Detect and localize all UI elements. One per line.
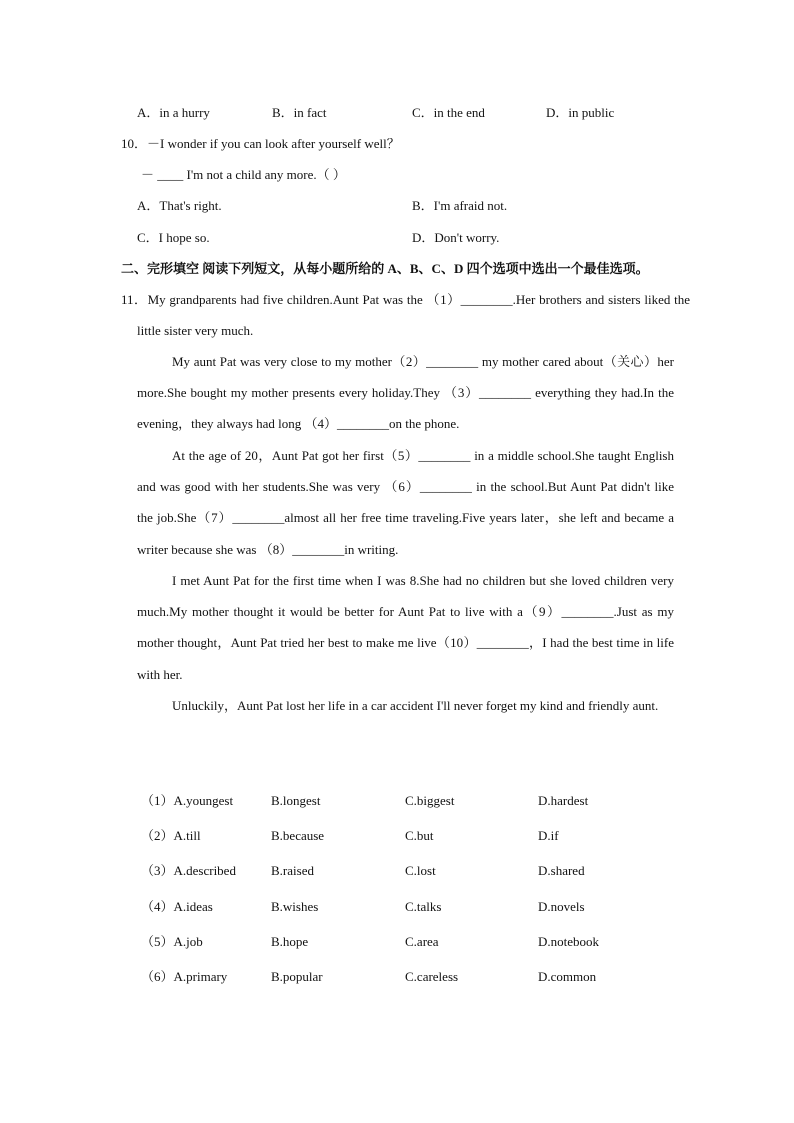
option-b: B.wishes [271, 899, 319, 914]
q10-option-d: D．Don't worry. [412, 230, 500, 245]
option-a: （5）A.job [141, 934, 203, 949]
q9-option-a: A．in a hurry [137, 105, 210, 120]
passage-paragraph-4: I met Aunt Pat for the first time when I was 8.She had no children but she loved children very much.My mother thought it would be better for Aunt Pat to live with a（9）________.Just as my mother thought，Aunt Pat tried her best to make me live（10）________，I had the best time in life with her. [137, 573, 674, 682]
q10-prompt: 10．－I wonder if you can look after yourself well？ [121, 136, 400, 151]
option-b: B.popular [271, 969, 323, 984]
option-c: C.careless [405, 969, 459, 984]
passage-paragraph-2: My aunt Pat was very close to my mother（2）________ my mother cared about（关心）her more.She bought my mother presents every holiday.They （3）________ everything they had.In the evening，they always had long （4）________on the phone. [137, 354, 674, 432]
option-a: （1）A.youngest [141, 793, 234, 808]
option-b: B.raised [271, 863, 314, 878]
option-d: D.if [538, 828, 559, 843]
option-a: （3）A.described [141, 863, 236, 878]
q10-option-a: A．That's right. [137, 198, 222, 213]
passage-paragraph-5: Unluckily，Aunt Pat lost her life in a car accident I'll never forget my kind and friendly aunt. [172, 698, 659, 713]
passage-paragraph-3: At the age of 20，Aunt Pat got her first（5）________ in a middle school.She taught English and was good with her students.She was very （6）________ in the school.But Aunt Pat didn't like the job.She（7）________almost all her free time traveling.Five years later，she left and became a writer because she was （8）________in writing. [137, 448, 674, 557]
option-d: D.notebook [538, 934, 600, 949]
option-a: （6）A.primary [141, 969, 228, 984]
q10-answer-line: － ____ I'm not a child any more.（ ） [141, 167, 346, 182]
option-c: C.but [405, 828, 434, 843]
q10-option-c: C．I hope so. [137, 230, 210, 245]
option-d: D.common [538, 969, 597, 984]
option-a: （4）A.ideas [141, 899, 213, 914]
option-d: D.hardest [538, 793, 589, 808]
option-c: C.biggest [405, 793, 455, 808]
option-a: （2）A.till [141, 828, 201, 843]
q10-option-b: B．I'm afraid not. [412, 198, 508, 213]
option-c: C.lost [405, 863, 436, 878]
option-c: C.area [405, 934, 439, 949]
option-d: D.novels [538, 899, 585, 914]
q9-option-d: D．in public [546, 105, 615, 120]
option-b: B.because [271, 828, 325, 843]
section-heading: 二、完形填空 阅读下列短文，从每小题所给的 A、B、C、D 四个选项中选出一个最佳选项。 [121, 261, 649, 276]
option-c: C.talks [405, 899, 442, 914]
option-b: B.hope [271, 934, 309, 949]
q9-option-c: C．in the end [412, 105, 485, 120]
option-b: B.longest [271, 793, 321, 808]
option-d: D.shared [538, 863, 585, 878]
passage-paragraph-1: 11．My grandparents had five children.Aunt Pat was the （1）________.Her brothers and sisters liked the little sister very much. [121, 292, 690, 339]
q9-option-b: B．in fact [272, 105, 327, 120]
